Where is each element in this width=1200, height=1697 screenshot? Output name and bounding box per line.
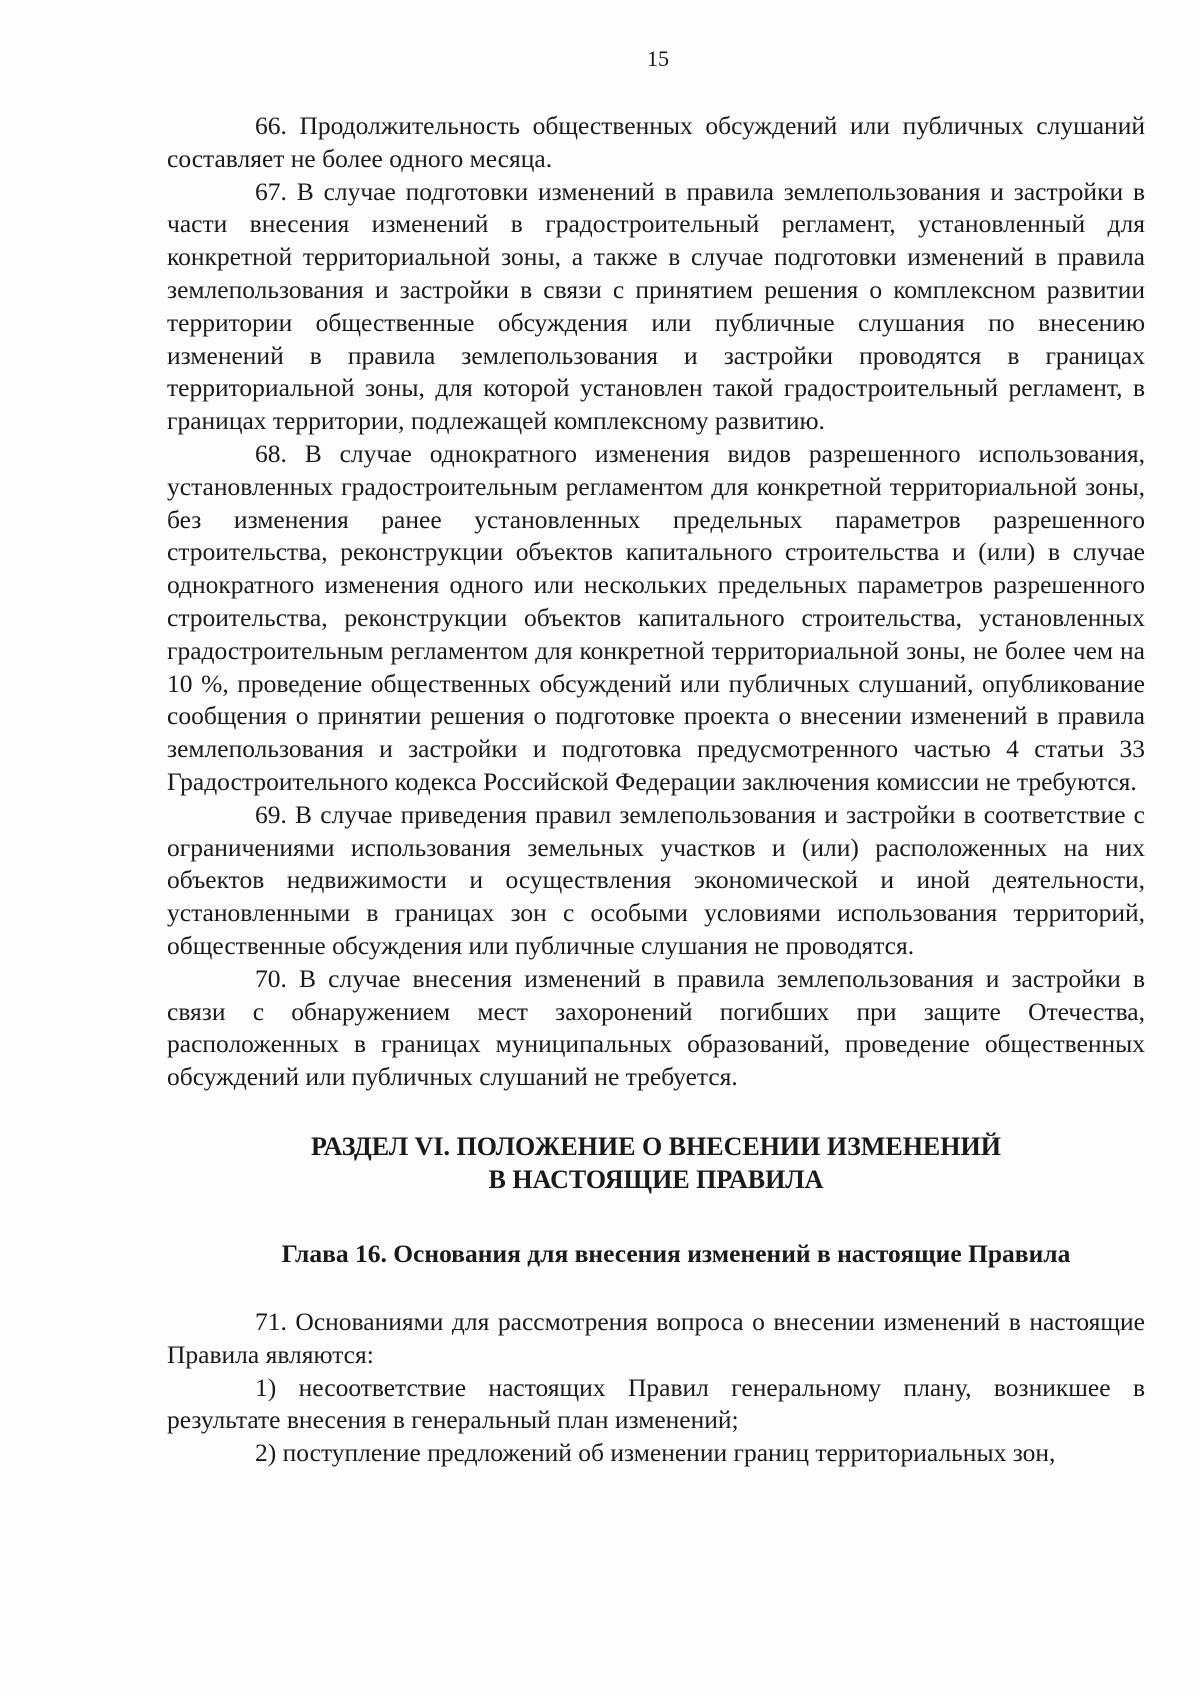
section-title-line-2: В НАСТОЯЩИЕ ПРАВИЛА <box>488 1164 824 1194</box>
document-body <box>167 110 1145 1470</box>
list-item-2: 2) поступление предложений об изменении границ территориальных зон, <box>255 1438 1056 1468</box>
chapter-title: Глава 16. Основания для внесения изменений в настоящие Правила <box>281 1238 1071 1268</box>
list-item-1: 1) несоответствие настоящих Правил генеральному плану, возникшее в результате внесения в генеральный план изменений; <box>167 1372 1145 1435</box>
paragraph-66: 66. Продолжительность общественных обсуждений или публичных слушаний составляет не более одного месяца. <box>167 111 1145 173</box>
section-title <box>167 1130 1145 1196</box>
paragraph-70: 70. В случае внесения изменений в правила землепользования и застройки в связи с обнаружением мест захоронений погибших при защите Отечества, расположенных в границах муниципальных образований, проведение общественных обсуждений или публичных слушаний не требуется. <box>167 963 1145 1092</box>
paragraph-69: 69. В случае приведения правил землепользования и застройки в соответствие с ограничениями использования земельных участков и (или) расположенных на них объектов недвижимости и осуществления экономической и иной деятельности, установленными в границах зон с особыми условиями использования территорий, общественные обсуждения или публичные слушания не проводятся. <box>167 799 1145 960</box>
chapter-content <box>167 1306 1145 1470</box>
paragraph-68: 68. В случае однократного изменения видов разрешенного использования, установленных градостроительным регламентом для конкретной территориальной зоны, без изменения ранее установленных предельных параметров разрешенного строительства, реконструкции объектов капитального строительства и (или) в случае однократного изменения одного или нескольких предельных параметров разрешенного строительства, реконструкции объектов капитального строительства, установленных градостроительным регламентом для конкретной территориальной зоны, не более чем на 10 %, проведение общественных обсуждений или публичных слушаний, опубликование сообщения о принятии решения о подготовке проекта о внесении изменений в правила землепользования и застройки и подготовка предусмотренного частью 4 статьи 33 Градостроительного кодекса Российской Федерации заключения комиссии не требуются. <box>167 438 1145 796</box>
page-number: 15 <box>647 46 669 71</box>
paragraph-67: 67. В случае подготовки изменений в правила землепользования и застройки в части внесения изменений в градостроительный регламент, установленный для конкретной территориальной зоны, а также в случае подготовки изменений в правила землепользования и застройки в связи с принятием решения о комплексном развитии территории общественные обсуждения или публичные слушания по внесению изменений в правила землепользования и застройки проводятся в границах территориальной зоны, для которой установлен такой градостроительный регламент, в границах территории, подлежащей комплексному развитию. <box>167 176 1145 436</box>
section-title-line-1: РАЗДЕЛ VI. ПОЛОЖЕНИЕ О ВНЕСЕНИИ ИЗМЕНЕНИЙ <box>311 1131 1001 1161</box>
paragraph-71: 71. Основаниями для рассмотрения вопроса о внесении изменений в настоящие Правила являются: <box>167 1306 1145 1369</box>
